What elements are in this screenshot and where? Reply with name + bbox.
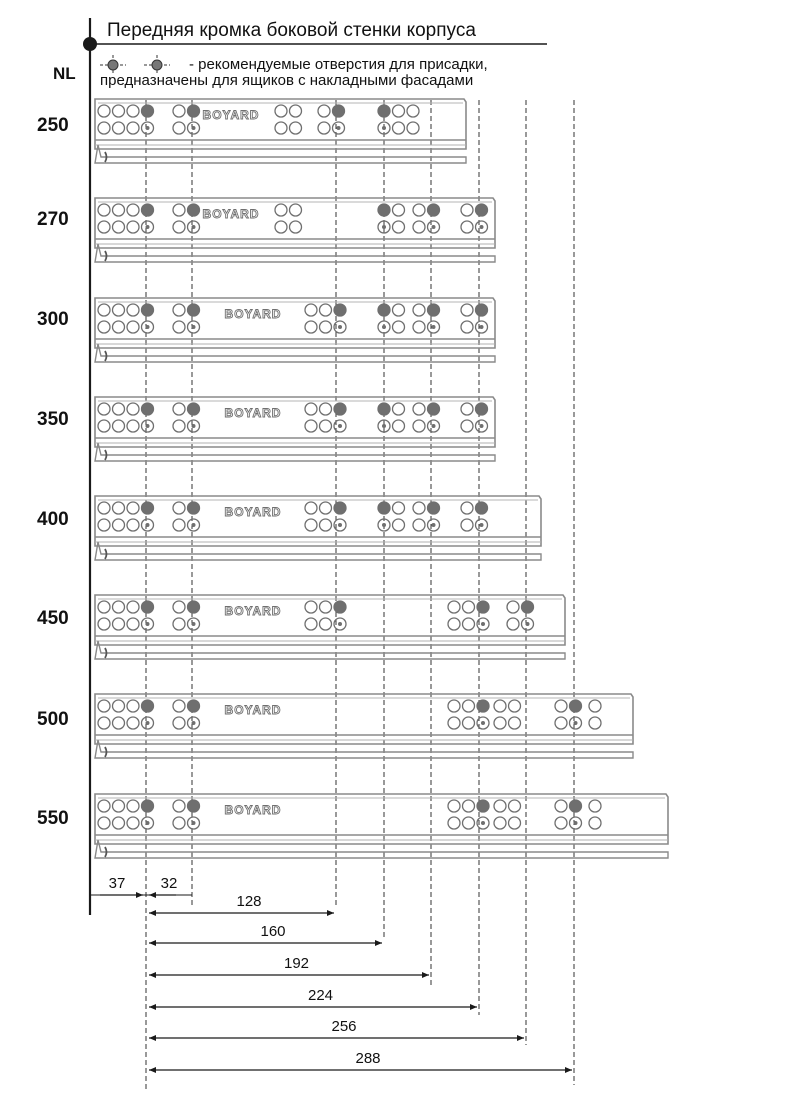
rail-lower-channel [95, 344, 495, 362]
mount-hole [173, 321, 185, 333]
nl-label: NL [53, 64, 76, 83]
offset-label-37: 37 [108, 875, 126, 892]
drill-hole-core [146, 622, 150, 626]
drill-hole-core [146, 126, 150, 130]
drill-hole-core [146, 225, 150, 229]
rail-length-label: 450 [37, 608, 69, 629]
mount-hole [113, 420, 125, 432]
spacing-label: 160 [260, 923, 286, 940]
mount-hole [320, 601, 332, 613]
mount-hole [555, 700, 567, 712]
mount-hole [127, 601, 139, 613]
mount-hole [320, 403, 332, 415]
drill-hole-core [481, 821, 485, 825]
rail-length-label: 300 [37, 309, 69, 330]
mount-hole [173, 618, 185, 630]
mount-hole [448, 717, 460, 729]
mount-hole [318, 105, 330, 117]
drill-hole-marked [142, 700, 154, 712]
rail-270 [95, 198, 495, 262]
mount-hole [290, 204, 302, 216]
mount-hole [173, 502, 185, 514]
mount-hole [494, 717, 506, 729]
mount-hole [127, 519, 139, 531]
mount-hole [113, 618, 125, 630]
rail-length-label: 550 [37, 808, 69, 829]
rail-length-label: 500 [37, 709, 69, 730]
mount-hole [393, 502, 405, 514]
drill-hole-marked [142, 800, 154, 812]
rail-lower-channel [95, 641, 565, 659]
mount-hole [290, 105, 302, 117]
mount-hole [507, 601, 519, 613]
mount-hole [393, 403, 405, 415]
drill-hole-marked [188, 601, 200, 613]
spacing-label: 288 [355, 1050, 381, 1067]
mount-hole [127, 221, 139, 233]
rail-length-label: 270 [37, 209, 69, 230]
drill-hole-marked [188, 204, 200, 216]
drill-hole-marked [378, 502, 390, 514]
mount-hole [290, 122, 302, 134]
mount-hole [589, 817, 601, 829]
drill-hole-marked [334, 502, 346, 514]
mount-hole [98, 304, 110, 316]
mount-hole [589, 700, 601, 712]
mount-hole [127, 817, 139, 829]
mount-hole [305, 403, 317, 415]
brand-logo: BOYARD [224, 803, 282, 817]
drill-hole-core [146, 721, 150, 725]
mount-hole [393, 122, 405, 134]
mount-hole [413, 321, 425, 333]
mount-hole [127, 304, 139, 316]
mount-hole [320, 502, 332, 514]
mount-hole [127, 204, 139, 216]
mount-hole [127, 105, 139, 117]
mount-hole [320, 519, 332, 531]
mount-hole [113, 204, 125, 216]
drill-hole-marked [188, 105, 200, 117]
mount-hole [127, 122, 139, 134]
page-title: Передняя кромка боковой стенки корпуса [107, 20, 476, 41]
drill-hole-marked [428, 204, 440, 216]
mount-hole [555, 800, 567, 812]
mount-hole [589, 717, 601, 729]
mount-hole [305, 601, 317, 613]
mount-hole [448, 800, 460, 812]
brand-logo: BOYARD [224, 604, 282, 618]
mount-hole [320, 420, 332, 432]
drill-hole-marked [142, 403, 154, 415]
legend-text-line2: предназначены для ящиков с накладными фасадами [100, 72, 474, 89]
mount-hole [275, 105, 287, 117]
mount-hole [98, 420, 110, 432]
brand-logo: BOYARD [202, 207, 260, 221]
mount-hole [461, 420, 473, 432]
drill-hole-marked [334, 304, 346, 316]
mount-hole [393, 519, 405, 531]
mount-hole [98, 800, 110, 812]
mount-hole [413, 204, 425, 216]
mount-hole [509, 817, 521, 829]
spacing-label: 192 [283, 955, 310, 972]
mount-hole [127, 403, 139, 415]
drill-hole-marked [428, 403, 440, 415]
drill-hole-core [192, 821, 196, 825]
mount-hole [290, 221, 302, 233]
mount-hole [393, 105, 405, 117]
brand-logo: BOYARD [224, 505, 282, 519]
mount-hole [173, 700, 185, 712]
mount-hole [173, 304, 185, 316]
rail-500 [95, 694, 633, 758]
mount-hole [494, 800, 506, 812]
mount-hole [463, 800, 475, 812]
mount-hole [127, 717, 139, 729]
rail-length-label: 250 [37, 115, 69, 136]
drill-hole-marked [476, 304, 488, 316]
mount-hole [393, 304, 405, 316]
drill-hole-marked [476, 403, 488, 415]
drill-hole-core [338, 325, 342, 329]
mount-hole [173, 105, 185, 117]
drill-hole-marked [477, 700, 489, 712]
drill-hole-marked [334, 403, 346, 415]
mount-hole [413, 502, 425, 514]
mount-hole [448, 618, 460, 630]
drill-hole-core [192, 424, 196, 428]
mount-hole [463, 717, 475, 729]
drill-hole-core [192, 523, 196, 527]
drill-hole-core [574, 821, 578, 825]
drill-hole-marked [476, 204, 488, 216]
mount-hole [173, 519, 185, 531]
mount-hole [173, 204, 185, 216]
mount-hole [113, 519, 125, 531]
drill-hole-marked [188, 800, 200, 812]
mount-hole [113, 800, 125, 812]
drill-hole-core [338, 523, 342, 527]
mount-hole [413, 420, 425, 432]
legend-marker-icon-2 [144, 55, 170, 75]
drill-hole-marked [142, 502, 154, 514]
mount-hole [98, 221, 110, 233]
mount-hole [589, 800, 601, 812]
drill-hole-marked [142, 105, 154, 117]
brand-logo: BOYARD [224, 406, 282, 420]
drill-hole-core [481, 622, 485, 626]
drill-hole-core [382, 126, 386, 130]
drill-hole-core [382, 325, 386, 329]
mount-hole [413, 519, 425, 531]
drill-hole-marked [522, 601, 534, 613]
rail-lower-channel [95, 840, 668, 858]
mount-hole [448, 700, 460, 712]
offset-label-32: 32 [160, 875, 178, 892]
mount-hole [555, 817, 567, 829]
mount-hole [173, 817, 185, 829]
drill-hole-core [480, 424, 484, 428]
mount-hole [393, 204, 405, 216]
drill-hole-core [574, 721, 578, 725]
mount-hole [113, 403, 125, 415]
mount-hole [407, 122, 419, 134]
mount-hole [127, 800, 139, 812]
mount-hole [127, 700, 139, 712]
mount-hole [305, 502, 317, 514]
drill-hole-marked [188, 304, 200, 316]
rail-length-label: 400 [37, 509, 69, 530]
brand-logo: BOYARD [202, 108, 260, 122]
legend-text-line1: - рекомендуемые отверстия для присадки, [189, 56, 488, 73]
drill-hole-core [480, 225, 484, 229]
mount-hole [413, 304, 425, 316]
mount-hole [461, 204, 473, 216]
drill-hole-marked [188, 700, 200, 712]
mount-hole [98, 321, 110, 333]
mount-hole [461, 221, 473, 233]
mount-hole [463, 601, 475, 613]
drill-hole-core [338, 622, 342, 626]
drill-hole-core [382, 424, 386, 428]
rail-400 [95, 496, 541, 560]
mount-hole [127, 502, 139, 514]
drill-hole-marked [477, 800, 489, 812]
mount-hole [173, 403, 185, 415]
drill-hole-marked [378, 304, 390, 316]
mount-hole [461, 304, 473, 316]
drill-hole-core [338, 424, 342, 428]
rail-450 [95, 595, 565, 659]
mount-hole [305, 420, 317, 432]
rail-lower-channel [95, 244, 495, 262]
mount-hole [320, 321, 332, 333]
mount-hole [98, 122, 110, 134]
mount-hole [127, 321, 139, 333]
mount-hole [393, 420, 405, 432]
mount-hole [461, 519, 473, 531]
mount-hole [113, 321, 125, 333]
mount-hole [113, 221, 125, 233]
mount-hole [461, 321, 473, 333]
rail-lower-channel [95, 145, 466, 163]
mount-hole [407, 105, 419, 117]
drill-hole-core [192, 126, 196, 130]
drill-hole-marked [334, 601, 346, 613]
brand-logo: BOYARD [224, 307, 282, 321]
drill-hole-marked [142, 204, 154, 216]
mount-hole [98, 105, 110, 117]
mount-hole [275, 204, 287, 216]
mount-hole [494, 817, 506, 829]
mount-hole [98, 519, 110, 531]
rail-550 [95, 794, 668, 858]
mount-hole [173, 800, 185, 812]
mount-hole [463, 618, 475, 630]
mount-hole [318, 122, 330, 134]
mount-hole [507, 618, 519, 630]
mount-hole [113, 700, 125, 712]
mount-hole [320, 618, 332, 630]
mount-hole [98, 502, 110, 514]
spacing-label: 128 [236, 893, 262, 910]
drill-hole-marked [142, 601, 154, 613]
rail-body [95, 794, 668, 844]
mount-hole [173, 717, 185, 729]
mount-hole [98, 717, 110, 729]
mount-hole [509, 700, 521, 712]
drill-hole-core [432, 424, 436, 428]
drill-hole-core [337, 126, 341, 130]
mount-hole [275, 122, 287, 134]
drill-hole-marked [188, 502, 200, 514]
mount-hole [509, 800, 521, 812]
mount-hole [305, 304, 317, 316]
drill-hole-core [382, 523, 386, 527]
mount-hole [113, 304, 125, 316]
mount-hole [173, 122, 185, 134]
mount-hole [98, 601, 110, 613]
drill-hole-core [146, 325, 150, 329]
drill-hole-marked [378, 105, 390, 117]
drill-hole-core [481, 721, 485, 725]
mount-hole [305, 618, 317, 630]
mount-hole [393, 321, 405, 333]
mount-hole [113, 717, 125, 729]
drill-hole-core [480, 325, 484, 329]
mount-hole [320, 304, 332, 316]
mount-hole [127, 618, 139, 630]
mount-hole [448, 601, 460, 613]
rail-body [95, 496, 541, 546]
mount-hole [509, 717, 521, 729]
rail-lower-channel [95, 740, 633, 758]
drill-hole-core [432, 325, 436, 329]
drill-hole-core [192, 622, 196, 626]
mount-hole [173, 420, 185, 432]
spacing-label: 224 [307, 987, 334, 1004]
drill-hole-marked [570, 700, 582, 712]
mount-hole [173, 601, 185, 613]
legend-marker-icon [100, 55, 126, 75]
mount-hole [98, 817, 110, 829]
spacing-label: 256 [331, 1018, 357, 1035]
mount-hole [393, 221, 405, 233]
drill-hole-core [432, 523, 436, 527]
brand-logo: BOYARD [224, 703, 282, 717]
drill-hole-marked [428, 304, 440, 316]
drill-hole-core [526, 622, 530, 626]
drill-hole-marked [188, 403, 200, 415]
mount-hole [305, 519, 317, 531]
mount-hole [413, 221, 425, 233]
mount-hole [98, 403, 110, 415]
mount-hole [113, 105, 125, 117]
drill-hole-core [432, 225, 436, 229]
mount-hole [127, 420, 139, 432]
mount-hole [555, 717, 567, 729]
mount-hole [448, 817, 460, 829]
mount-hole [98, 618, 110, 630]
drill-hole-core [146, 424, 150, 428]
mount-hole [98, 700, 110, 712]
drill-hole-core [146, 523, 150, 527]
drill-hole-core [192, 325, 196, 329]
rail-250 [95, 99, 466, 163]
rail-length-label: 350 [37, 409, 69, 430]
mount-hole [113, 601, 125, 613]
mount-hole [494, 700, 506, 712]
drill-hole-marked [476, 502, 488, 514]
drill-hole-core [192, 721, 196, 725]
mount-hole [98, 204, 110, 216]
drill-hole-marked [333, 105, 345, 117]
mount-hole [461, 403, 473, 415]
drill-hole-core [480, 523, 484, 527]
mount-hole [413, 403, 425, 415]
rail-300 [95, 298, 495, 362]
drill-hole-marked [570, 800, 582, 812]
drill-hole-marked [142, 304, 154, 316]
mount-hole [113, 122, 125, 134]
drill-hole-core [192, 225, 196, 229]
rail-350 [95, 397, 495, 461]
mount-hole [463, 700, 475, 712]
rail-lower-channel [95, 443, 495, 461]
drill-hole-marked [378, 204, 390, 216]
mount-hole [113, 502, 125, 514]
mount-hole [173, 221, 185, 233]
mount-hole [113, 817, 125, 829]
mount-hole [461, 502, 473, 514]
mount-hole [275, 221, 287, 233]
drill-hole-marked [428, 502, 440, 514]
drill-hole-core [146, 821, 150, 825]
rail-lower-channel [95, 542, 541, 560]
mount-hole [305, 321, 317, 333]
drill-hole-core [382, 225, 386, 229]
drill-hole-marked [477, 601, 489, 613]
drill-hole-marked [378, 403, 390, 415]
mount-hole [463, 817, 475, 829]
